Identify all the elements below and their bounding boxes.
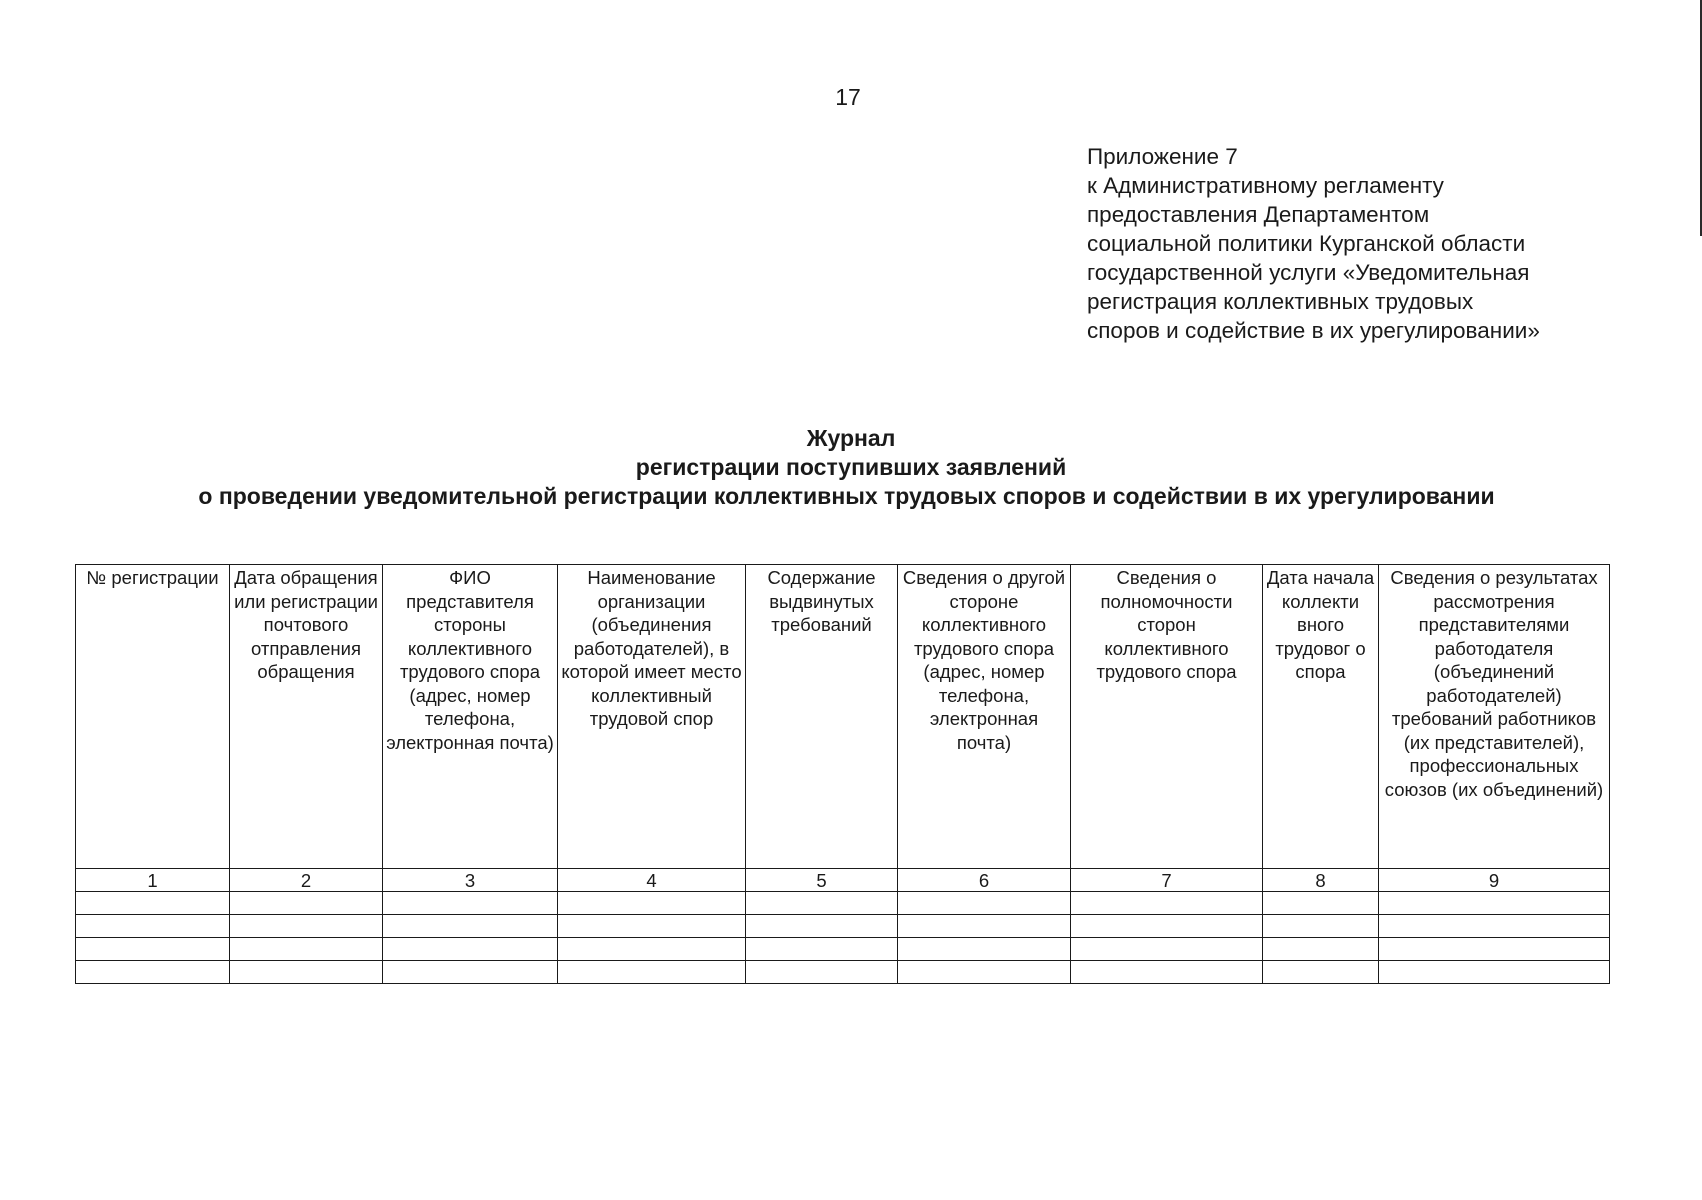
column-number: 3 xyxy=(383,869,558,892)
empty-cell xyxy=(1379,892,1610,915)
registration-journal-table xyxy=(75,564,1610,984)
column-number-row xyxy=(76,869,1610,892)
empty-cell xyxy=(383,961,558,984)
column-number: 8 xyxy=(1263,869,1379,892)
header-dispute-start-date: Дата начала коллекти вного трудовог о спора xyxy=(1263,565,1379,869)
empty-cell xyxy=(1071,892,1263,915)
empty-cell xyxy=(746,915,898,938)
empty-cell xyxy=(76,938,230,961)
column-number: 5 xyxy=(746,869,898,892)
empty-cell xyxy=(383,915,558,938)
empty-cell xyxy=(230,915,383,938)
empty-cell xyxy=(1071,961,1263,984)
empty-cell xyxy=(898,915,1071,938)
column-number: 7 xyxy=(1071,869,1263,892)
header-request-date: Дата обращения или регистрации почтового отправления обращения xyxy=(230,565,383,869)
empty-cell xyxy=(230,961,383,984)
header-registration-number: № регистрации xyxy=(76,565,230,869)
empty-cell xyxy=(898,961,1071,984)
appendix-line: к Административному регламенту xyxy=(1087,173,1444,198)
header-other-party-info: Сведения о другой стороне коллективного трудового спора (адрес, номер телефона, электронная почта) xyxy=(898,565,1071,869)
empty-cell xyxy=(76,915,230,938)
header-party-authority-info: Сведения о полномочности сторон коллективного трудового спора xyxy=(1071,565,1263,869)
appendix-line: регистрация коллективных трудовых xyxy=(1087,289,1474,314)
column-number: 2 xyxy=(230,869,383,892)
empty-cell xyxy=(746,892,898,915)
empty-cell xyxy=(558,915,746,938)
empty-cell xyxy=(558,961,746,984)
header-representative-name: ФИО представителя стороны коллективного трудового спора (адрес, номер телефона, электронная почта) xyxy=(383,565,558,869)
header-row xyxy=(76,565,1610,869)
empty-cell xyxy=(1379,938,1610,961)
empty-cell xyxy=(383,892,558,915)
appendix-line: государственной услуги «Уведомительная xyxy=(1087,260,1530,285)
journal-subtitle-line: регистрации поступивших заявлений xyxy=(635,454,1067,480)
journal-title-line: Журнал xyxy=(806,425,896,451)
empty-table-row xyxy=(76,915,1610,938)
empty-cell xyxy=(76,961,230,984)
empty-cell xyxy=(558,938,746,961)
page-number: 17 xyxy=(835,84,861,110)
empty-cell xyxy=(76,892,230,915)
header-review-results: Сведения о результатах рассмотрения представителями работодателя (объединений работодателей) требований работников (их представителей), профессиональных союзов (их объединений) xyxy=(1379,565,1610,869)
empty-cell xyxy=(1263,938,1379,961)
empty-cell xyxy=(1263,892,1379,915)
empty-cell xyxy=(1379,915,1610,938)
empty-cell xyxy=(1263,961,1379,984)
empty-table-row xyxy=(76,961,1610,984)
column-number: 4 xyxy=(558,869,746,892)
empty-cell xyxy=(746,938,898,961)
empty-cell xyxy=(898,938,1071,961)
journal-subtitle-line: о проведении уведомительной регистрации коллективных трудовых споров и содействии в их урегулировании xyxy=(198,483,1495,509)
empty-cell xyxy=(383,938,558,961)
header-demands-content: Содержание выдвинутых требований xyxy=(746,565,898,869)
empty-cell xyxy=(1263,915,1379,938)
empty-cell xyxy=(230,892,383,915)
journal-title xyxy=(0,424,1702,511)
column-number: 9 xyxy=(1379,869,1610,892)
empty-cell xyxy=(1071,915,1263,938)
appendix-line: социальной политики Курганской области xyxy=(1087,231,1526,256)
column-number: 6 xyxy=(898,869,1071,892)
header-organization-name: Наименование организации (объединения работодателей), в которой имеет место коллективный трудовой спор xyxy=(558,565,746,869)
empty-cell xyxy=(1071,938,1263,961)
empty-table-row xyxy=(76,938,1610,961)
appendix-line: предоставления Департаментом xyxy=(1087,202,1430,227)
appendix-line: споров и содействие в их урегулировании» xyxy=(1087,318,1540,343)
appendix-block xyxy=(1087,142,1647,345)
empty-cell xyxy=(230,938,383,961)
empty-cell xyxy=(1379,961,1610,984)
empty-table-row xyxy=(76,892,1610,915)
empty-cell xyxy=(558,892,746,915)
empty-cell xyxy=(898,892,1071,915)
appendix-line: Приложение 7 xyxy=(1087,144,1238,169)
column-number: 1 xyxy=(76,869,230,892)
empty-cell xyxy=(746,961,898,984)
